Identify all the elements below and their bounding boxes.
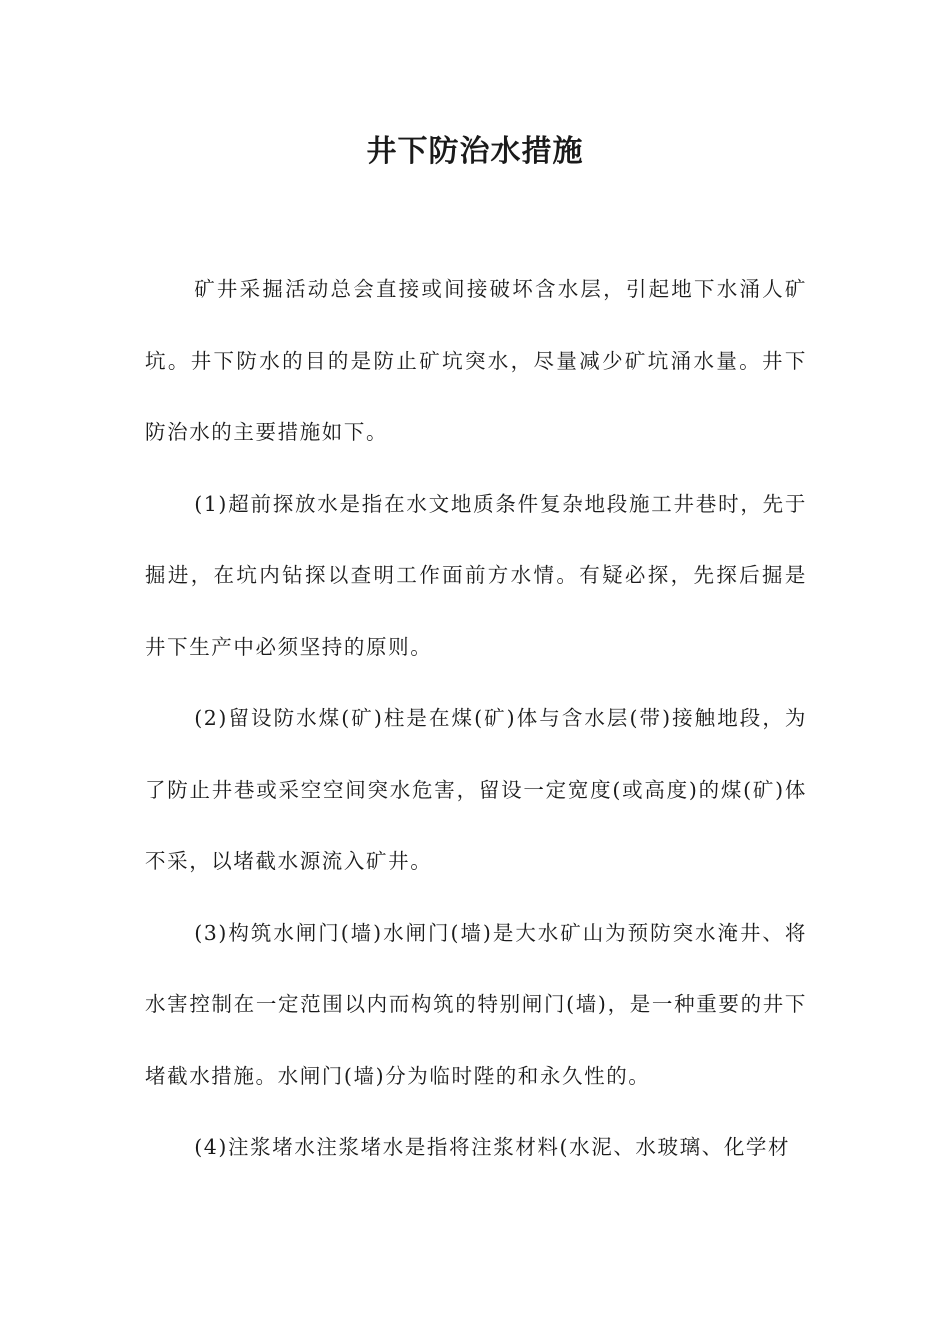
paragraph-intro: 矿井采掘活动总会直接或间接破坏含水层，引起地下水涌人矿坑。井下防水的目的是防止矿坑突水，尽量减少矿坑涌水量。井下防治水的主要措施如下。	[145, 277, 807, 444]
paragraph-measure-3: (3)构筑水闸门(墙)水闸门(墙)是大水矿山为预防突水淹井、将水害控制在一定范围以内而构筑的特别闸门(墙)，是一种重要的井下堵截水措施。水闸门(墙)分为临时陛的和永久性的。	[145, 920, 807, 1088]
document-body	[145, 254, 807, 1184]
paragraph-measure-2: (2)留设防水煤(矿)柱是在煤(矿)体与含水层(带)接触地段，为了防止井巷或采空空间突水危害，留设一定宽度(或高度)的煤(矿)体不采，以堵截水源流入矿井。	[145, 706, 807, 873]
paragraph-measure-1: (1)超前探放水是指在水文地质条件复杂地段施工井巷时，先于掘进，在坑内钻探以查明工作面前方水情。有疑必探，先探后掘是井下生产中必须坚持的原则。	[145, 491, 807, 659]
paragraph-measure-4: (4)注浆堵水注浆堵水是指将注浆材料(水泥、水玻璃、化学材	[194, 1135, 791, 1159]
document-title: 井下防治水措施	[366, 134, 584, 169]
